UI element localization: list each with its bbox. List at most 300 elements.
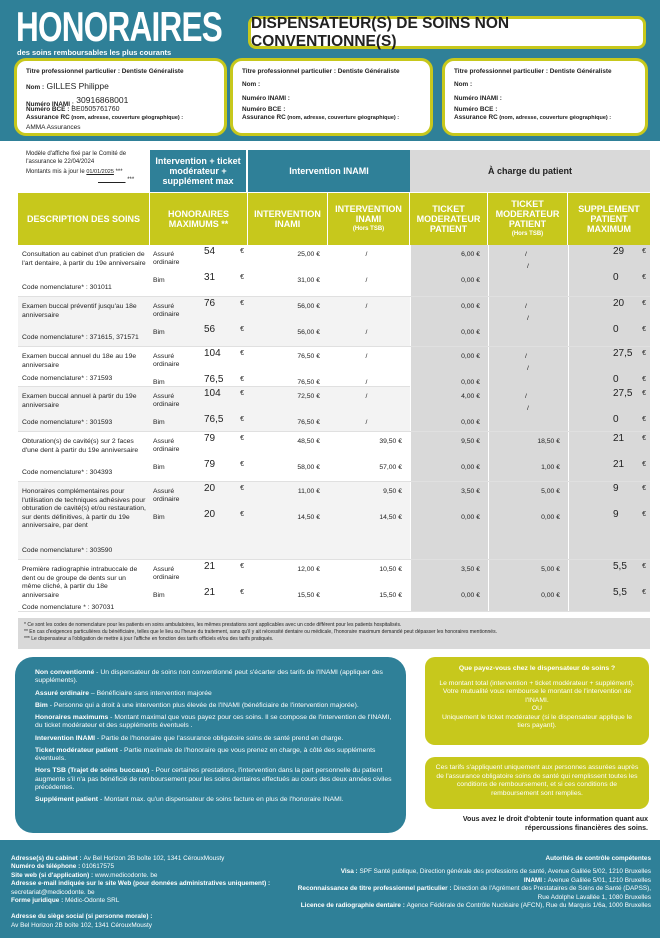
glossary-item xyxy=(35,796,398,804)
card-name-label: Nom : xyxy=(242,81,261,88)
provider-card xyxy=(14,58,227,136)
ticket-hors-tsb: / xyxy=(488,347,568,373)
card-bce-value: BE0505761760 xyxy=(69,106,120,113)
meta-info xyxy=(26,150,151,184)
ticket-moderateur: 0,00 € xyxy=(410,297,488,323)
col-intervention-hors-tsb: INTERVENTION INAMI (Hors TSB) xyxy=(328,193,410,245)
card-title-label: Titre professionnel particulier : Dentiste Généraliste xyxy=(454,68,612,75)
nomenclature-code: Code nomenclature* : 371615, 371571 xyxy=(22,333,139,341)
logo-subtitle: des soins remboursables les plus courants xyxy=(17,48,172,57)
glossary-term: Honoraires maximums xyxy=(35,714,109,722)
glossary-box xyxy=(15,657,406,833)
card-name-value: GILLES Philippe xyxy=(44,81,109,91)
honoraires-max xyxy=(200,297,248,323)
beneficiary-type: Assuré ordinaire xyxy=(153,393,180,408)
description-text: Examen buccal annuel à partir du 19e anniversaire xyxy=(22,393,137,409)
glossary-term: Ticket modérateur patient xyxy=(35,746,118,754)
footer-field-label: Adresse(s) du cabinet : xyxy=(11,855,84,862)
supplement-max xyxy=(568,432,650,458)
footer-field-label: Forme juridique : xyxy=(11,897,65,905)
table-row xyxy=(18,347,650,387)
euro-sign: € xyxy=(240,416,244,423)
row-description xyxy=(18,297,150,346)
card-bce xyxy=(242,106,285,113)
group-header-total: Intervention + ticket modérateur + supplément max xyxy=(150,150,247,192)
supplement-max xyxy=(568,323,650,346)
honoraires-max xyxy=(200,413,248,431)
group-header-patient: À charge du patient xyxy=(410,150,650,192)
ticket-hors-tsb: 0,00 € xyxy=(488,586,568,611)
description-text: Honoraires complémentaires pour l'utilisation de techniques adhésives pour obturation de cavité(s) et/ou restauration, sur dents définitives, à partir du 19e anniversaire, par dent xyxy=(22,488,146,529)
card-name xyxy=(454,81,472,88)
authority-item xyxy=(291,902,651,910)
honoraires-value: 21 xyxy=(204,561,216,572)
card-rc xyxy=(242,114,399,121)
euro-sign: € xyxy=(240,485,244,492)
intervention-hors-tsb: / xyxy=(365,419,368,426)
beneficiary-type: Bim xyxy=(153,514,165,521)
honoraires-max xyxy=(200,271,248,296)
ticket-moderateur: 3,50 € xyxy=(410,482,488,508)
supplement-value: 0 xyxy=(613,324,619,335)
euro-sign: € xyxy=(240,326,244,333)
row-description xyxy=(18,245,150,296)
beneficiary-type: Assuré ordinaire xyxy=(153,251,180,266)
euro-sign: € xyxy=(642,376,646,383)
euro-sign: € xyxy=(642,274,646,281)
footnote: * Ce sont les codes de nomenclature pour les patients en soins ambulatoires, les mêmes prestations sont applicables avec un code différent pour les patients hospitalisés. xyxy=(24,622,402,628)
authorities-title: Autorités de contrôle compétentes xyxy=(545,855,651,862)
intervention-inami: 76,50 € xyxy=(297,419,320,426)
honoraires-max xyxy=(200,560,248,586)
card-name-label: Nom : xyxy=(26,84,45,91)
honoraires-value: 79 xyxy=(204,433,216,444)
nomenclature-code: Code nomenclature* : 371593 xyxy=(22,374,113,382)
meta-date: 01/01/2025 xyxy=(86,169,114,175)
ticket-moderateur: 3,50 € xyxy=(410,560,488,586)
supplement-value: 29 xyxy=(613,246,625,257)
intervention-hors-tsb: / xyxy=(365,329,368,336)
nomenclature-code: Code nomenclature* : 303590 xyxy=(22,546,113,554)
rights-notice: Vous avez le droit d'obtenir toute information quant aux répercussions financières des soins. xyxy=(462,816,648,832)
beneficiary-type: Bim xyxy=(153,592,165,599)
glossary-definition: - Montant maximal que vous payez pour ces soins. Il se compose de l'intervention de l'INAMI, du ticket modérateur et des suppléments éventuels . xyxy=(35,714,392,730)
col-ticket: TICKET MODERATEUR PATIENT xyxy=(410,193,488,245)
row-description xyxy=(18,347,150,387)
logo-title: HONORAIRES xyxy=(16,3,223,50)
beneficiary-type: Bim xyxy=(153,329,165,336)
row-description xyxy=(18,387,150,431)
ticket-moderateur: 0,00 € xyxy=(410,458,488,481)
intervention-inami: 31,00 € xyxy=(297,277,320,284)
card-rc-detail: (nom, adresse, couverture géographique) : xyxy=(69,115,184,121)
intervention-hors-tsb: / xyxy=(365,251,368,258)
footer-field-label: Adresse e-mail indiquée sur le site Web (pour données administratives uniquement) : xyxy=(11,880,271,888)
honoraires-value: 79 xyxy=(204,459,216,470)
col-supplement: SUPPLEMENT PATIENT MAXIMUM xyxy=(568,193,650,245)
intervention-hors-tsb: 15,50 € xyxy=(379,592,402,599)
card-title xyxy=(454,68,612,75)
euro-sign: € xyxy=(240,563,244,570)
glossary-definition: - Personne qui a droit à une intervention plus élevée de l'INAMI (bénéficiaire de l'intervention majorée). xyxy=(47,701,359,709)
intervention-inami: 76,50 € xyxy=(297,379,320,386)
honoraires-value: 76 xyxy=(204,298,216,309)
euro-sign: € xyxy=(240,248,244,255)
card-title-label: Titre professionnel particulier : Dentiste Généraliste xyxy=(242,68,400,75)
footer-field-value: Médic-Odonte SRL xyxy=(64,897,120,905)
card-inami xyxy=(242,95,290,102)
honoraires-max xyxy=(200,482,248,508)
intervention-inami: 11,00 € xyxy=(297,488,320,495)
description-text: Obturation(s) de cavité(s) sur 2 faces d'une dent à partir du 19e anniversaire xyxy=(22,438,139,454)
intervention-inami: 12,00 € xyxy=(297,566,320,573)
tariff-conditions-box: Ces tarifs s'appliquent uniquement aux personnes assurées auprès de l'assurance obligatoire soins de santé qui remplissent toutes les conditions de remboursement, et si ces conditions de remboursement sont remplies. xyxy=(425,757,649,809)
nomenclature-code: Code nomenclature* : 301593 xyxy=(22,418,113,426)
supplement-value: 20 xyxy=(613,298,625,309)
authority-label: INAMI : xyxy=(523,876,548,884)
beneficiary-type: Assuré ordinaire xyxy=(153,438,180,453)
description-text: Consultation au cabinet d'un praticien de l'art dentaire, à partir du 19e anniversaire xyxy=(22,251,146,267)
supplement-max xyxy=(568,271,650,296)
euro-sign: € xyxy=(642,563,646,570)
supplement-max xyxy=(568,482,650,508)
supplement-max xyxy=(568,560,650,586)
beneficiary-type: Bim xyxy=(153,419,165,426)
beneficiary-type: Bim xyxy=(153,379,165,386)
ticket-hors-tsb: 18,50 € xyxy=(488,432,568,458)
description-text: Première radiographie intrabuccale de dent ou de groupe de dents sur un même cliché, à partir du 18e anniversaire xyxy=(22,566,138,599)
card-rc-detail: (nom, adresse, couverture géographique) : xyxy=(497,115,612,121)
supplement-value: 27,5 xyxy=(613,388,633,399)
glossary-term: Bim xyxy=(35,701,48,709)
card-inami-label: Numéro INAMI : xyxy=(454,95,502,102)
glossary-term: Intervention INAMI xyxy=(35,734,96,742)
glossary-item xyxy=(35,669,398,686)
euro-sign: € xyxy=(642,300,646,307)
supplement-value: 21 xyxy=(613,433,625,444)
card-title xyxy=(26,68,184,75)
intervention-hors-tsb: 39,50 € xyxy=(379,438,402,445)
payment-info-or: OU xyxy=(531,705,543,712)
card-inami-label: Numéro INAMI : xyxy=(26,101,74,108)
ticket-hors-tsb: / xyxy=(488,297,568,323)
beneficiary-type: Assuré ordinaire xyxy=(153,353,180,368)
footer-field xyxy=(11,872,311,880)
ticket-hors-tsb xyxy=(488,373,568,387)
honoraires-max xyxy=(200,508,248,559)
beneficiary-type: Assuré ordinaire xyxy=(153,488,180,503)
honoraires-max xyxy=(200,387,248,413)
glossary-term: Hors TSB (Trajet de soins buccaux) xyxy=(35,767,150,775)
nomenclature-code: Code nomenclature* : 304393 xyxy=(22,468,113,476)
provider-card xyxy=(442,58,648,136)
honoraires-max xyxy=(200,323,248,346)
footer-field-label: Numéro de téléphone : xyxy=(11,863,83,871)
intervention-inami: 15,50 € xyxy=(297,592,320,599)
supplement-max xyxy=(568,297,650,323)
intervention-hors-tsb: 9,50 € xyxy=(383,488,402,495)
euro-sign: € xyxy=(642,435,646,442)
glossary-term: Assuré ordinaire xyxy=(35,689,90,697)
supplement-value: 0 xyxy=(613,414,619,425)
footer-field-value: Av Bel Horizon 2B boîte 102, 1341 CérouxMousty xyxy=(83,855,225,862)
euro-sign: € xyxy=(642,511,646,518)
beneficiary-type: Assuré ordinaire xyxy=(153,303,180,318)
euro-sign: € xyxy=(240,589,244,596)
supplement-value: 9 xyxy=(613,483,619,494)
ticket-moderateur: 6,00 € xyxy=(410,245,488,271)
intervention-inami: 25,00 € xyxy=(297,251,320,258)
honoraires-value: 104 xyxy=(204,388,221,399)
ticket-hors-tsb xyxy=(488,323,568,346)
beneficiary-type: Bim xyxy=(153,277,165,284)
supplement-max xyxy=(568,586,650,611)
nomenclature-code: Code nomenclature * : 307031 xyxy=(22,604,115,611)
ticket-moderateur: 0,00 € xyxy=(410,373,488,387)
page-title: DISPENSATEUR(S) DE SOINS NON CONVENTIONNE(S) xyxy=(248,16,646,49)
footnote: *** Le dispensateur a l'obligation de mettre à jour l'affiche en fonction des tarifs officiels et/ou des tarifs pratiqués. xyxy=(24,636,274,642)
euro-sign: € xyxy=(240,350,244,357)
card-title xyxy=(242,68,400,75)
honoraires-max xyxy=(200,245,248,271)
euro-sign: € xyxy=(240,461,244,468)
intervention-hors-tsb: 57,00 € xyxy=(379,464,402,471)
authority-label: Visa : xyxy=(340,868,360,876)
intervention-hors-tsb: 14,50 € xyxy=(379,514,402,521)
authority-value: SPF Santé publique, Direction générale des professions de santé, Avenue Galilée 5/02, 1210 Bruxelles xyxy=(359,868,651,876)
supplement-max xyxy=(568,245,650,271)
row-description xyxy=(18,482,150,559)
footer-field xyxy=(11,863,311,871)
ticket-hors-tsb xyxy=(488,271,568,296)
honoraires-value: 20 xyxy=(204,509,216,520)
row-description xyxy=(18,432,150,481)
table-row xyxy=(18,297,650,347)
card-bce xyxy=(26,106,120,113)
authority-value: Direction de l'Agrément des Prestataires de Soins de Santé (DAPSS), Rue Adolphe Lavallée 1, 1080 Bruxelles xyxy=(453,885,651,901)
ticket-hors-tsb: / xyxy=(488,245,568,271)
supplement-max xyxy=(568,347,650,373)
glossary-item xyxy=(35,767,398,792)
ticket-hors-tsb-merged: / xyxy=(527,365,529,372)
intervention-hors-tsb: / xyxy=(365,393,368,400)
footer-field-label: Site web (si d'application) : xyxy=(11,871,95,879)
supplement-max xyxy=(568,387,650,413)
meta-stars: *** xyxy=(115,169,123,175)
authority-item xyxy=(291,877,651,885)
payment-info-title: Que payez-vous chez le dispensateur de soins ? xyxy=(458,665,616,672)
nomenclature-code: Code nomenclature* : 301011 xyxy=(22,283,112,291)
glossary-definition: - Partie de l'honoraire que l'assurance obligatoire soins de santé prend en charge. xyxy=(95,734,344,742)
intervention-inami: 56,00 € xyxy=(297,329,320,336)
footer-field-value: www.medicodonte. be xyxy=(94,871,158,879)
honoraires-max xyxy=(200,373,248,387)
supplement-max xyxy=(568,458,650,481)
glossary-definition: - Pour certaines prestations, l'intervention dans la part personnelle du patient augmente s'il n'a pas bénéficié de remboursement pour les soins dentaires effectués au cours des deux années civiles précédentes. xyxy=(35,767,392,792)
honoraires-value: 31 xyxy=(204,272,216,283)
honoraires-value: 76,5 xyxy=(204,374,224,385)
ticket-hors-tsb: 5,00 € xyxy=(488,560,568,586)
table-row xyxy=(18,560,650,612)
footer xyxy=(0,840,660,938)
col-description: DESCRIPTION DES SOINS xyxy=(18,193,150,245)
supplement-max xyxy=(568,508,650,559)
ticket-moderateur: 0,00 € xyxy=(410,347,488,373)
honoraires-max xyxy=(200,347,248,373)
euro-sign: € xyxy=(642,461,646,468)
card-title-label: Titre professionnel particulier : Dentiste Généraliste xyxy=(26,68,184,75)
meta-updated-label: Montants mis à jour le xyxy=(26,169,85,175)
euro-sign: € xyxy=(642,350,646,357)
ticket-moderateur: 0,00 € xyxy=(410,508,488,559)
glossary-term: Supplément patient xyxy=(35,796,99,804)
authority-item xyxy=(291,885,651,902)
payment-info-text: Le montant total (intervention + ticket modérateur + supplément). Votre mutualité vous rembourse le montant de l'intervention de l'INAMI. xyxy=(439,679,635,704)
euro-sign: € xyxy=(642,485,646,492)
intervention-hors-tsb: / xyxy=(365,303,368,310)
ticket-moderateur: 0,00 € xyxy=(410,271,488,296)
ticket-hors-tsb: 1,00 € xyxy=(488,458,568,481)
intervention-inami: 58,00 € xyxy=(297,464,320,471)
authority-value: Agence Fédérale de Contrôle Nucléaire (AFCN), Rue du Marquis 1/6a, 1000 Bruxelles xyxy=(406,902,651,910)
euro-sign: € xyxy=(240,300,244,307)
euro-sign: € xyxy=(642,326,646,333)
card-inami-value: 30916868001 xyxy=(73,95,129,105)
glossary-item xyxy=(35,702,398,710)
authority-item xyxy=(291,868,651,876)
ticket-hors-tsb xyxy=(488,413,568,431)
card-bce-label: Numéro BCE : xyxy=(242,106,286,113)
intervention-inami: 56,00 € xyxy=(297,303,320,310)
supplement-value: 21 xyxy=(613,459,625,470)
euro-sign: € xyxy=(642,589,646,596)
supplement-value: 5,5 xyxy=(613,561,627,572)
intervention-hors-tsb: / xyxy=(365,277,368,284)
authority-label: Reconnaissance de titre professionnel particulier : xyxy=(297,885,454,893)
glossary-definition: - Un dispensateur de soins non conventionné peut s'écarter des tarifs de l'INAMI (appliquer des suppléments). xyxy=(35,669,383,685)
ticket-moderateur: 0,00 € xyxy=(410,413,488,431)
supplement-value: 5,5 xyxy=(613,587,627,598)
supplement-max xyxy=(568,373,650,387)
euro-sign: € xyxy=(240,435,244,442)
row-description xyxy=(18,560,150,611)
euro-sign: € xyxy=(240,274,244,281)
euro-sign: € xyxy=(240,390,244,397)
ticket-hors-tsb-merged: / xyxy=(527,263,529,270)
euro-sign: € xyxy=(240,376,244,383)
intervention-inami: 48,50 € xyxy=(297,438,320,445)
honoraires-max xyxy=(200,432,248,458)
card-bce xyxy=(454,106,497,113)
euro-sign: € xyxy=(642,390,646,397)
ticket-hors-tsb-merged: / xyxy=(527,315,529,322)
euro-sign: € xyxy=(240,511,244,518)
supplement-value: 0 xyxy=(613,272,619,283)
glossary-item xyxy=(35,690,398,698)
glossary-definition: - Montant max. qu'un dispensateur de soins facture en plus de l'honoraire INAMI. xyxy=(98,796,344,804)
table-row xyxy=(18,482,650,560)
card-bce-label: Numéro BCE : xyxy=(26,106,70,113)
card-name xyxy=(26,81,109,91)
intervention-inami: 72,50 € xyxy=(297,393,320,400)
card-rc-detail: (nom, adresse, couverture géographique) : xyxy=(285,115,400,121)
authority-label: Licence de radiographie dentaire : xyxy=(300,902,407,910)
description-text: Examen buccal préventif jusqu'au 18e anniversaire xyxy=(22,303,137,319)
authority-value: Avenue Galilée 5/01, 1210 Bruxelles xyxy=(547,876,651,884)
ticket-moderateur: 9,50 € xyxy=(410,432,488,458)
footer-field xyxy=(11,880,311,897)
honoraires-value: 56 xyxy=(204,324,216,335)
ticket-moderateur: 4,00 € xyxy=(410,387,488,413)
card-rc xyxy=(454,114,611,121)
table-row xyxy=(18,245,650,297)
intervention-hors-tsb: 10,50 € xyxy=(379,566,402,573)
footer-field xyxy=(11,897,311,905)
honoraires-value: 76,5 xyxy=(204,414,224,425)
honoraires-value: 54 xyxy=(204,246,216,257)
euro-sign: € xyxy=(642,416,646,423)
ticket-hors-tsb-merged: / xyxy=(527,405,529,412)
honoraires-max xyxy=(200,458,248,481)
intervention-inami: 76,50 € xyxy=(297,353,320,360)
card-rc-label: Assurance RC xyxy=(454,114,498,121)
supplement-value: 0 xyxy=(613,374,619,385)
beneficiary-type: Assuré ordinaire xyxy=(153,566,180,581)
ticket-moderateur: 0,00 € xyxy=(410,586,488,611)
group-header-inami: Intervention INAMI xyxy=(248,150,410,192)
ticket-hors-tsb: / xyxy=(488,387,568,413)
meta-model: Modèle d'affiche fixé par le Comité de l'assurance le 22/04/2024 xyxy=(26,151,127,165)
table-row xyxy=(18,432,650,482)
payment-info-text-2: Uniquement le ticket modérateur (si le dispensateur applique le tiers payant). xyxy=(441,713,633,729)
supplement-value: 9 xyxy=(613,509,619,520)
footer-field-value: secretariat@medicodonte. be xyxy=(11,888,95,896)
footnote: ** En cas d'exigences particulières du bénéficiaire, telles que le lieu ou l'heure du traitement, sans qu'il y ait nécessité dentaire ou médicale, l'honoraire maximum demandé peut dépasser les honoraires mentionnés. xyxy=(24,629,497,635)
col-intervention: INTERVENTION INAMI xyxy=(248,193,328,245)
payment-info-box xyxy=(425,657,649,745)
footer-field xyxy=(11,855,311,863)
meta-stars-2: *** xyxy=(127,177,135,183)
honoraires-max xyxy=(200,586,248,611)
glossary-definition: - Partie maximale de l'honoraire que vous prenez en charge, à côté des suppléments éventuels. xyxy=(35,746,376,763)
glossary-definition: – Bénéficiaire sans intervention majorée xyxy=(89,689,212,697)
glossary-term: Non conventionné xyxy=(35,669,95,676)
fee-table xyxy=(18,245,650,612)
euro-sign: € xyxy=(642,248,646,255)
card-rc xyxy=(26,114,183,121)
card-name-label: Nom : xyxy=(454,81,473,88)
siege-label: Adresse du siège social (si personne morale) : xyxy=(11,913,153,921)
col-honoraires: HONORAIRES MAXIMUMS ** xyxy=(150,193,248,245)
siege-address: Av Bel Horizon 2B boîte 102, 1341 CérouxMousty xyxy=(11,921,152,929)
ticket-moderateur: 0,00 € xyxy=(410,323,488,346)
honoraires-value: 21 xyxy=(204,587,216,598)
description-text: Examen buccal annuel du 18e au 19e anniversaire xyxy=(22,353,137,369)
ticket-hors-tsb: 0,00 € xyxy=(488,508,568,559)
intervention-hors-tsb: / xyxy=(365,353,368,360)
honoraires-value: 20 xyxy=(204,483,216,494)
beneficiary-type: Bim xyxy=(153,464,165,471)
intervention-inami: 14,50 € xyxy=(297,514,320,521)
table-row xyxy=(18,387,650,432)
supplement-max xyxy=(568,413,650,431)
supplement-value: 27,5 xyxy=(613,348,633,359)
glossary-item xyxy=(35,747,398,764)
card-rc-label: Assurance RC xyxy=(26,114,70,121)
card-inami xyxy=(454,95,502,102)
ticket-hors-tsb: 5,00 € xyxy=(488,482,568,508)
card-inami-label: Numéro INAMI : xyxy=(242,95,290,102)
